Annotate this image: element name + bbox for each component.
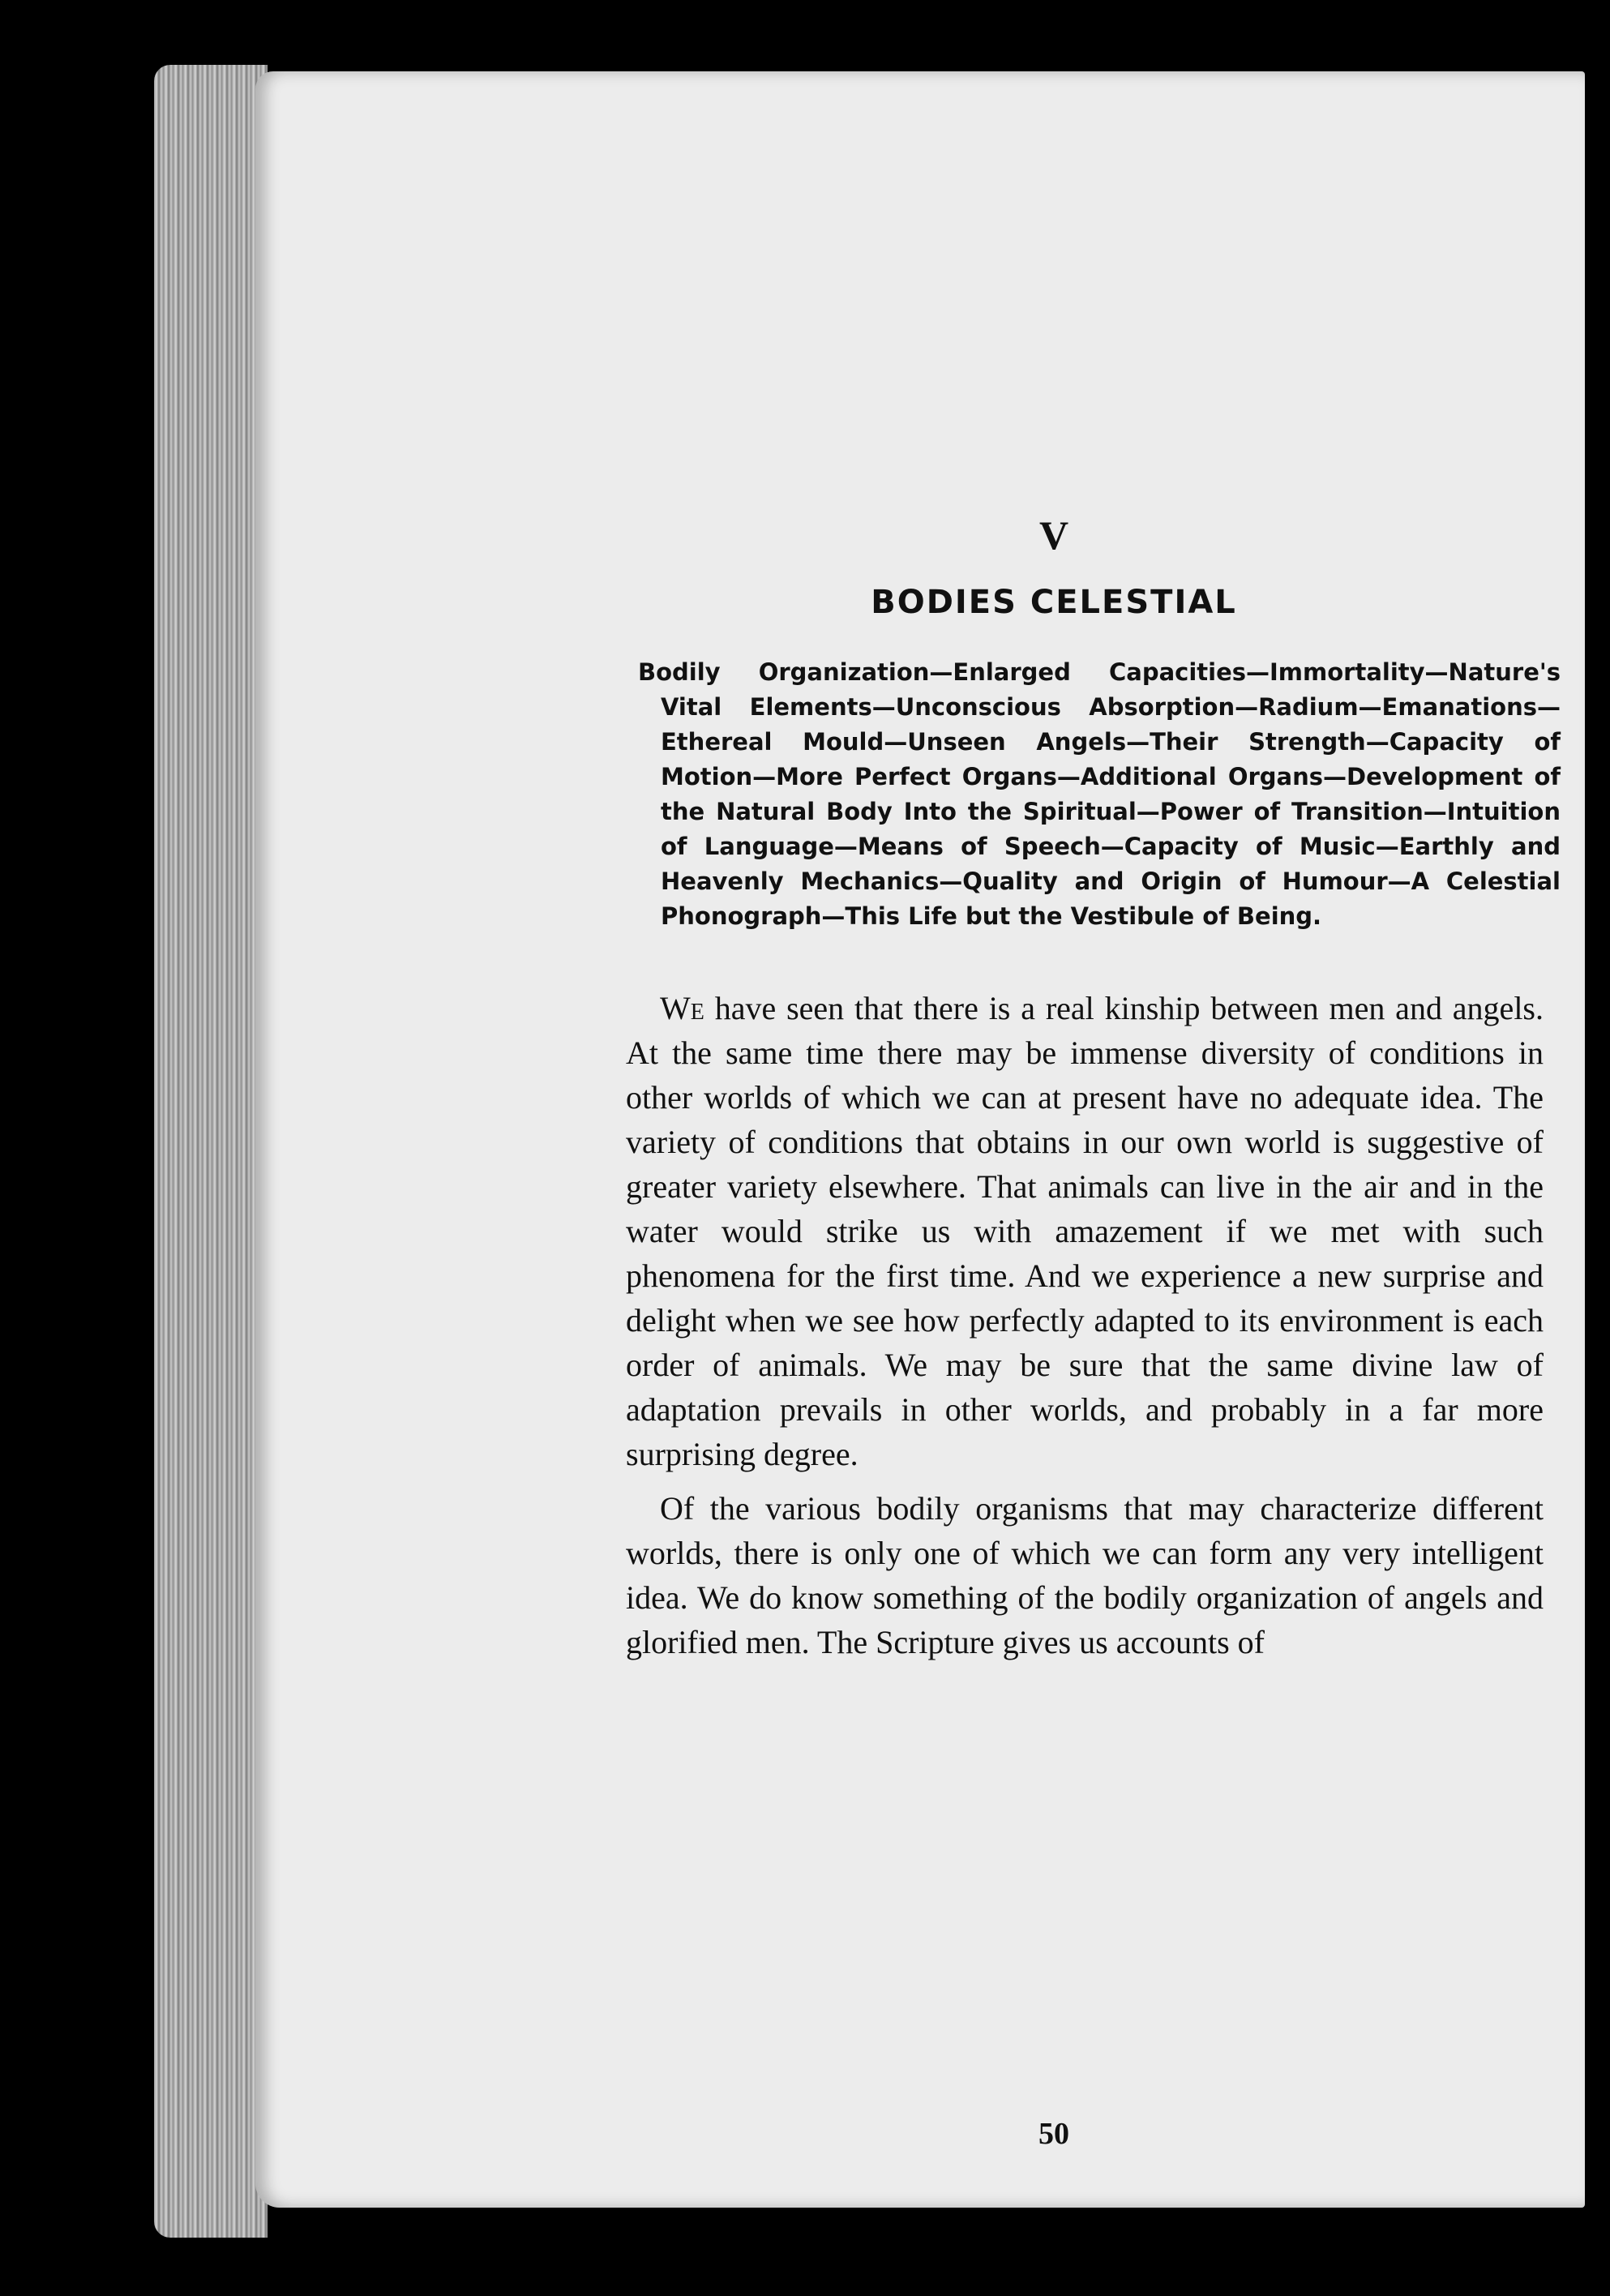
book-page-edges [154, 65, 268, 2238]
chapter-title: BODIES CELESTIAL [871, 584, 1237, 621]
body-text [626, 986, 1544, 1674]
paragraph-2: Of the various bodily organisms that may characterize different worlds, there is only one of which we can form any very intelligent idea. We do know something of the bodily organization of angels and glorified men. The Scripture gives us accounts of [626, 1490, 1544, 1660]
paragraph-1-lead: We [660, 990, 704, 1026]
page-number: 50 [1038, 2117, 1069, 2151]
chapter-number: V [1038, 512, 1069, 558]
chapter-synopsis: Bodily Organization—Enlarged Capacities—Immortality—Nature's Vital Elements—Unconscious Absorption—Radium—Emanations—Ethereal Mould—Unseen Angels—Their Strength—Capacity of Motion—More Perfect Organs—Additional Organs—Development of the Natural Body Into the Spiritual—Power of Transition—Intuition of Language—Means of Speech—Capacity of Music—Earthly and Heavenly Mechanics—Quality and Origin of Humour—A Celestial Phonograph—This Life but the Vestibule of Being. [638, 658, 1561, 930]
paragraph-1-text: have seen that there is a real kinship between men and angels. At the same time there may be immense diversity of conditions in other worlds of which we can at present have no adequate idea. The variety of conditions that obtains in our own world is suggestive of greater variety elsewhere. That animals can live in the air and in the water would strike us with amazement if we met with such phenomena for the first time. And we experience a new surprise and delight when we see how perfectly adapted to its environment is each order of animals. We may be sure that the same divine law of adaptation prevails in other worlds, and probably in a far more surprising degree. [626, 990, 1544, 1472]
book-page [255, 71, 1585, 2208]
paragraph-1 [626, 986, 1544, 1476]
